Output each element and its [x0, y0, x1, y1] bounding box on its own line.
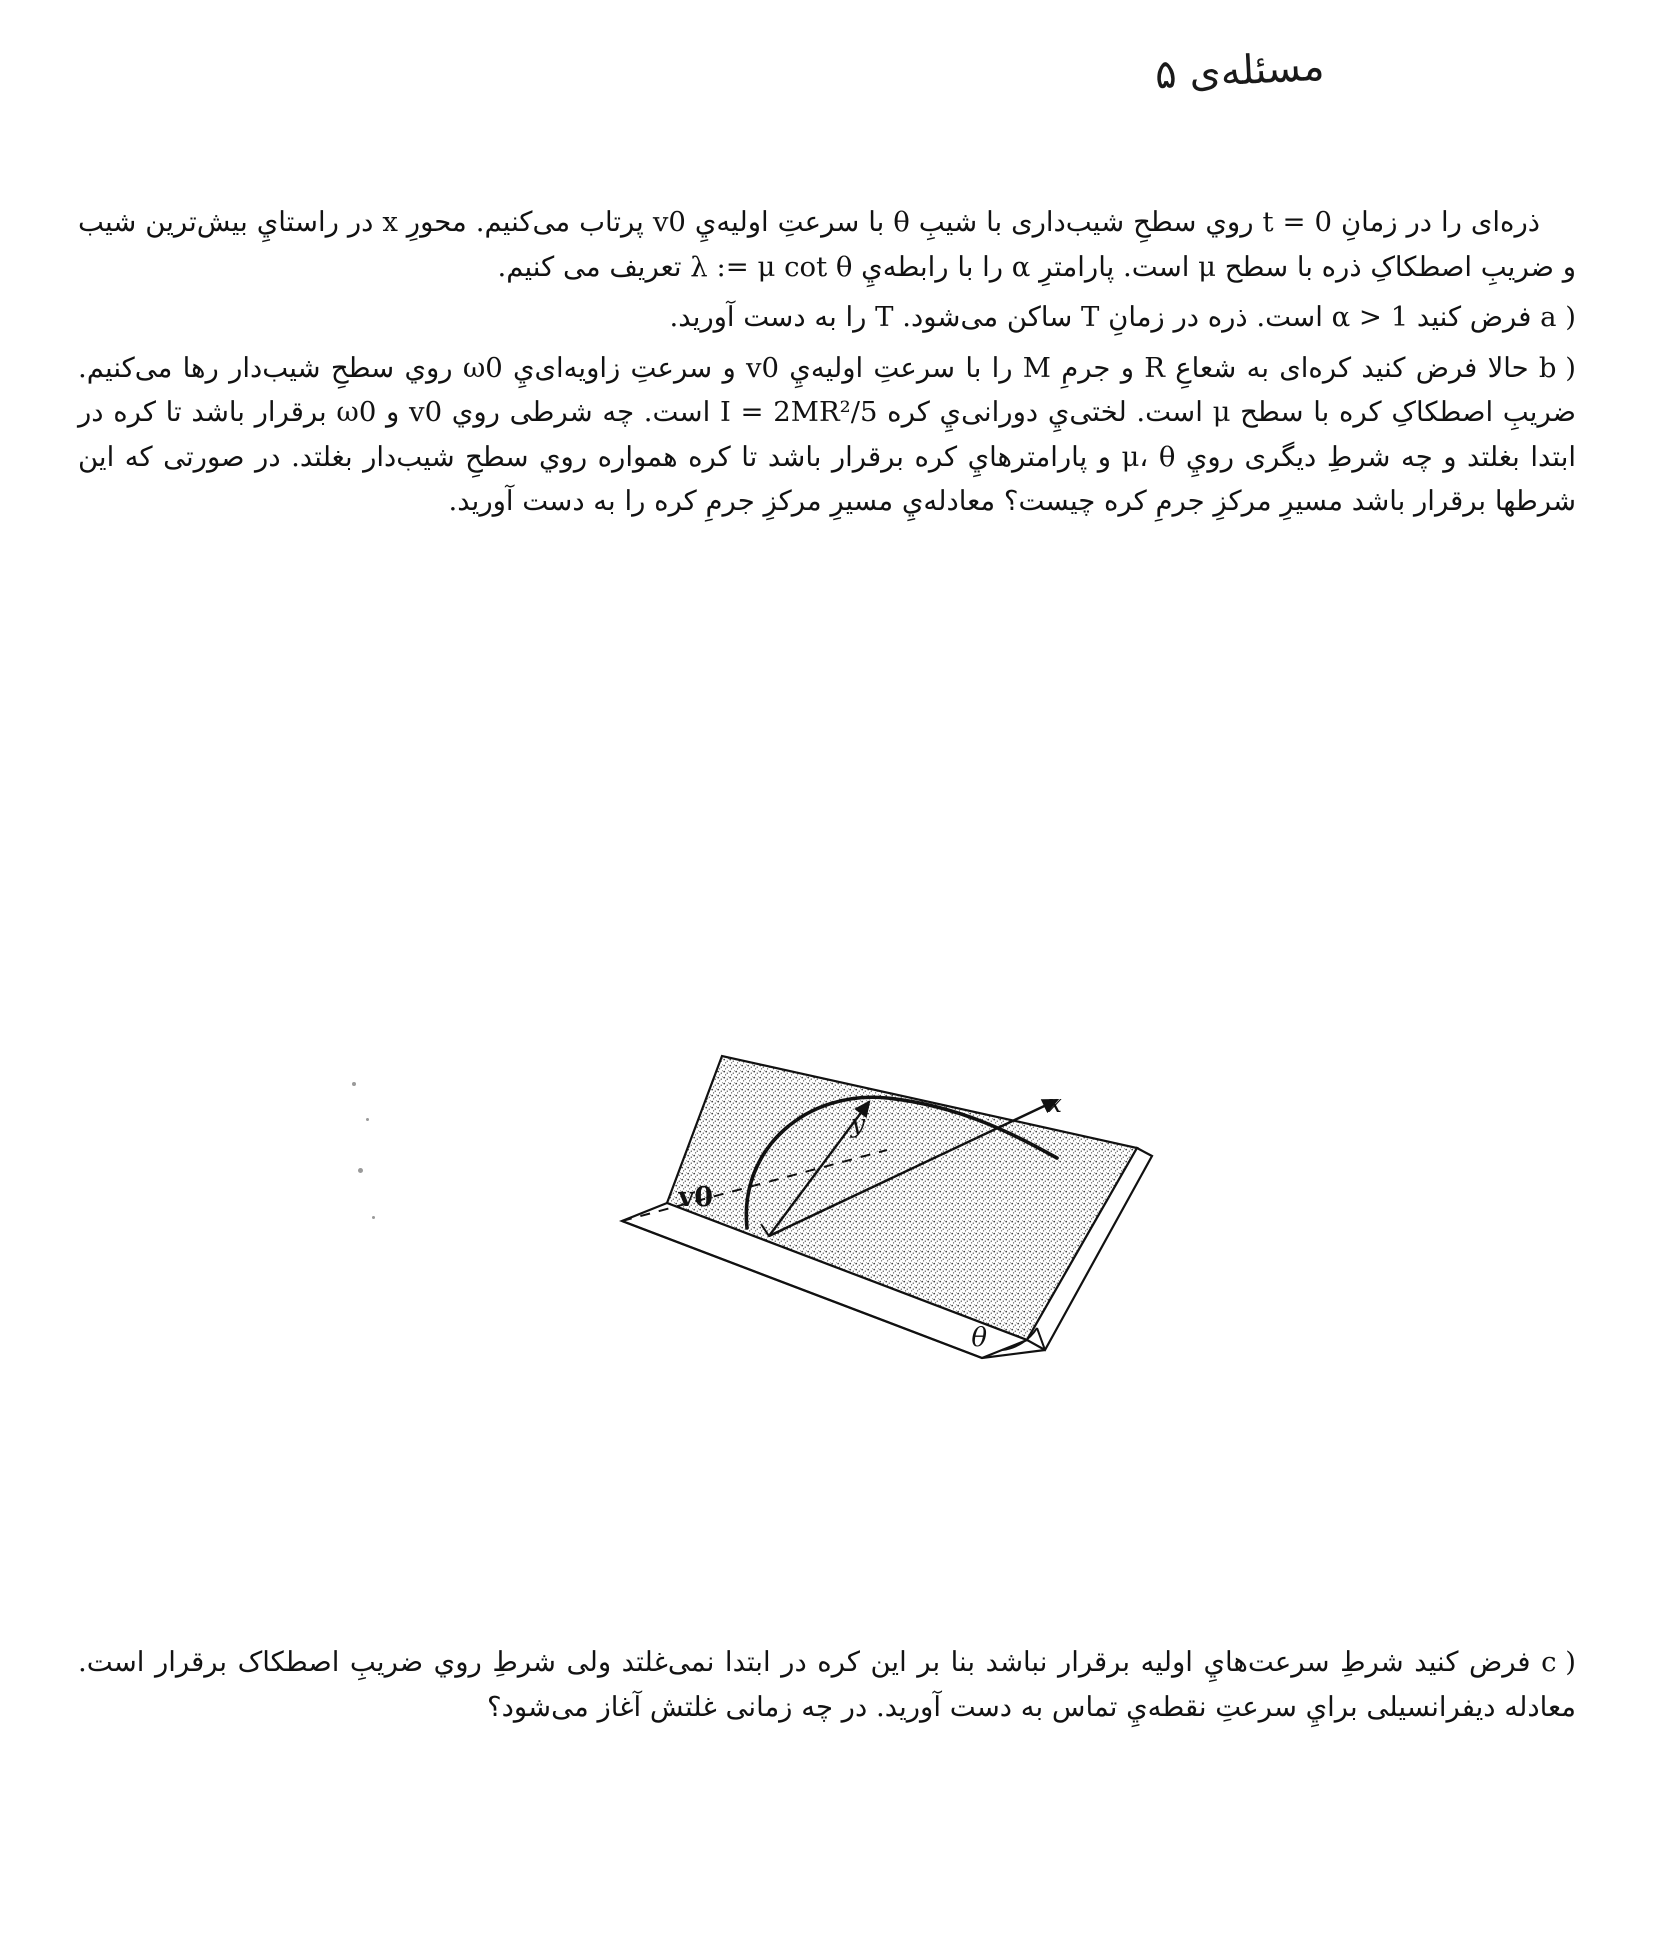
paragraph-part-a: [78, 295, 1576, 340]
scan-speck: [372, 1216, 375, 1219]
label-y-axis: y: [850, 1109, 865, 1138]
paragraph-part-c: [78, 1640, 1576, 1729]
part-c-label: c ): [1541, 1646, 1577, 1678]
problem-text-block-tail: [78, 1640, 1576, 1735]
paragraph-part-b: [78, 346, 1576, 524]
paragraph-intro: [78, 200, 1576, 289]
part-a-text: فرض کنید 1 < α است. ذره در زمانِ T ساکن می‌شود. T را به دست آورید.: [669, 301, 1532, 334]
label-v0: v0: [678, 1182, 713, 1213]
paragraph-intro-text: ذره‌ای را در زمانِ t = 0 روي سطحِ شیب‌داری با شیبِ θ با سرعتِ اولیه‌يِ v0 پرتاب می‌کنیم. محورِ x در راستايِ بیش‌ترین شیب و ضریبِ اصطکاکِ ذره با سطح μ است. پارامترِ α را با رابطه‌يِ λ := μ cot θ تعریف می کنیم.: [78, 206, 1576, 283]
label-x-axis: x: [1047, 1089, 1062, 1118]
problem-text-block: [78, 200, 1576, 530]
label-theta: θ: [971, 1323, 987, 1353]
handwritten-header-note: مسئله‌ی ۵: [1153, 43, 1326, 99]
scan-speck: [366, 1118, 369, 1121]
figure-inclined-plane: [0, 1028, 1654, 1418]
scan-speck: [352, 1082, 356, 1086]
part-b-label: b ): [1538, 351, 1576, 384]
part-a-label: a ): [1540, 301, 1576, 334]
part-c-text: فرض کنید شرطِ سرعت‌هايِ اولیه برقرار نباشد بنا بر این کره در ابتدا نمی‌غلتد ولی شرطِ روي ضریبِ اصطکاک برقرار است. معادله دیفرانسیلی برايِ سرعتِ نقطه‌يِ تماس به دست آورید. در چه زمانی غلتش آغاز می‌شود؟: [78, 1646, 1576, 1723]
part-b-text: حالا فرض کنید کره‌ای به شعاعِ R و جرمِ M را با سرعتِ اولیه‌يِ v0 و سرعتِ زاویه‌ای‌يِ ω0 روي سطحِ شیب‌دار رها می‌کنیم. ضریبِ اصطکاکِ کره با سطح μ است. لختی‌يِ دورانی‌يِ کره I = 2MR²/5 است. چه شرطی روي v0 و ω0 برقرار باشد تا کره در ابتدا بغلتد و چه شرطِ دیگری رويِ μ، θ و پارامترهايِ کره برقرار باشد تا کره همواره روي سطحِ شیب‌دار بغلتد. در صورتی که این شرطها برقرار باشد مسیرِ مرکزِ جرمِ کره چیست؟ معادله‌يِ مسیرِ مرکزِ جرمِ کره را به دست آورید.: [78, 351, 1576, 518]
scan-speck: [358, 1168, 363, 1173]
